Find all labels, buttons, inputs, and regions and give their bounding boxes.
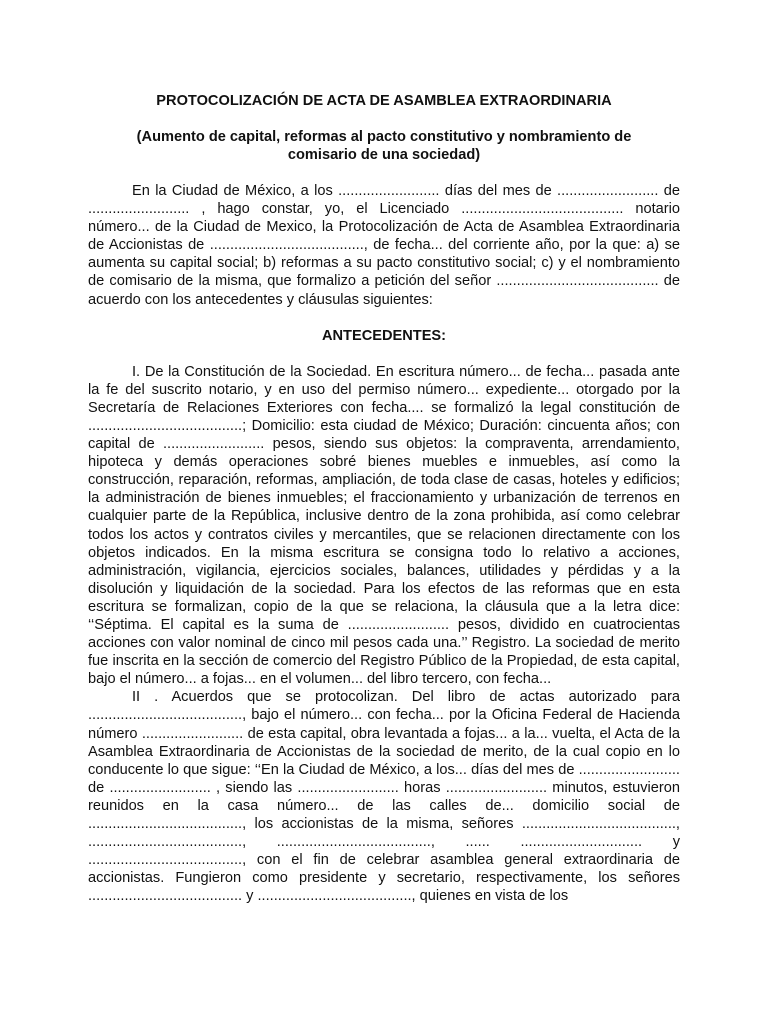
antecedent-2-paragraph: II . Acuerdos que se protocolizan. Del libro de actas autorizado para ......................................, bajo el número... con fecha... por la Oficina Federal de Hacienda número ......................... de esta capital, obra levantada a fojas... a la... vuelta, el Acta de la Asamblea Extraordinaria de Accionistas de la sociedad de merito, de la cual copio en lo conducente lo que sigue: ‘‘En la Ciudad de México, a los... días del mes de ......................... de ......................... , siendo las ......................... horas ......................... minutos, estuvieron reunidos en la casa número... de las calles de... domicilio social de ......................................, los accionistas de la misma, señores ......................................, ......................................, ......................................, ...... .............................. y ......................................, con el fin de celebrar asamblea general extraordinaria de accionistas. Fungieron como presidente y secretario, respectivamente, los señores ...................................... y ......................................, quienes en vista de los xyxy=(88,689,680,905)
antecedent-1-paragraph: I. De la Constitución de la Sociedad. En escritura número... de fecha... pasada ante la fe del suscrito notario, y en uso del permiso número... expediente... otorgado por la Secretaría de Relaciones Exteriores con fecha.... se formalizó la legal constitución de ......................................; Domicilio: esta ciudad de México; Duración: cincuenta años; con capital de ......................... pesos, siendo sus objetos: la compraventa, arrendamiento, hipoteca y demás operaciones sobré bienes muebles e inmuebles, así como la construcción, reparación, reformas, ampliación, de toda clase de casas, hoteles y edificios; la administración de bienes inmuebles; el fraccionamiento y urbanización de terrenos en cualquier parte de la República, inclusive dentro de la zona prohibida, así como celebrar todos los actos y contratos civiles y mercantiles, que se relacionen directamente con los objetos indicados. En la misma escritura se consigna todo lo relativo a acciones, administración, vigilancia, ejercicios sociales, balances, utilidades y pérdidas y a la disolución y liquidación de la sociedad. Para los efectos de las reformas que en esta escritura se formalizan, copio de la que se relaciona, la cláusula que a la letra dice: ‘‘Séptima. El capital es la suma de ......................... pesos, dividido en cuatrocientas acciones con valor nominal de cinco mil pesos cada una.’’ Registro. La sociedad de merito fue inscrita en la sección de comercio del Registro Público de la Propiedad, de esta capital, bajo el número... a fojas... en el volumen... del libro tercero, con fecha... xyxy=(88,363,680,688)
section-heading: ANTECEDENTES: xyxy=(321,327,447,344)
intro-paragraph: En la Ciudad de México, a los ......................... días del mes de ......................... de ......................... , hago constar, yo, el Licenciado ........................................ notario número... de la Ciudad de Mexico, la Protocolización de Acta de Asamblea Extraordinaria de Accionistas de ......................................, de fecha... del corriente año, por la que: a) se aumenta su capital social; b) reformas a su pacto constitutivo social; c) y el nombramiento de comisario de la misma, que formalizo a petición del señor ........................................ de acuerdo con los antecedentes y cláusulas siguientes: xyxy=(88,183,680,308)
document-title: PROTOCOLIZACIÓN DE ACTA DE ASAMBLEA EXTRAORDINARIA xyxy=(156,93,612,109)
document-subtitle: (Aumento de capital, reformas al pacto constitutivo y nombramiento de comisario de una sociedad) xyxy=(136,129,632,163)
